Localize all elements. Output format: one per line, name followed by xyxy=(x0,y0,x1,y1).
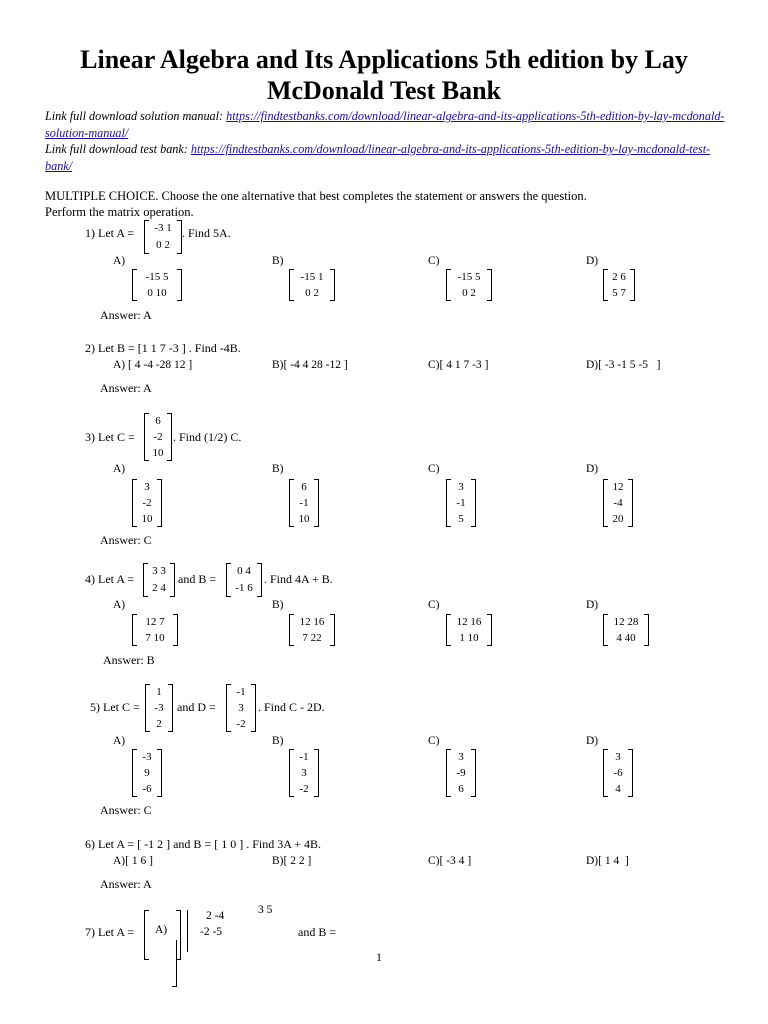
q5-matrix-c: 1 -3 2 xyxy=(145,684,173,732)
q4-option-b[interactable]: 12 16 7 22 xyxy=(289,614,335,646)
q4-option-a[interactable]: 12 7 7 10 xyxy=(132,614,178,646)
q5-option-d[interactable]: 3 -6 4 xyxy=(603,749,633,797)
q1-option-d[interactable]: 2 6 5 7 xyxy=(603,269,635,301)
q3-text: 3) Let C = xyxy=(85,430,135,444)
q3-label-b: B) xyxy=(272,463,284,475)
q3-label-c: C) xyxy=(428,463,440,475)
q3-answer: Answer: C xyxy=(100,533,152,547)
document-title: Linear Algebra and Its Applications 5th edition by Lay McDonald Test Bank xyxy=(80,45,688,105)
page-number: 1 xyxy=(376,950,382,964)
q4-label-c: C) xyxy=(428,599,440,611)
q3-prompt: . Find (1/2) C. xyxy=(173,430,242,444)
q6-option-d[interactable]: D)[ 1 4 ] xyxy=(586,855,629,867)
q3-matrix-c: 6 -2 10 xyxy=(144,413,172,461)
q2-answer: Answer: A xyxy=(100,381,152,395)
q5-label-b: B) xyxy=(272,735,284,747)
q5-label-c: C) xyxy=(428,735,440,747)
q6-text: 6) Let A = [ -1 2 ] and B = [ 1 0 ] . Find 3A + 4B. xyxy=(85,837,322,851)
download-links: Link full download solution manual: https://findtestbanks.com/download/linear-algebra-and-its-applications-5th-edition-by-lay-mcdonald-solution-manual/ Link full download test bank: https://findtestbanks.com/download/linear-algebra-and-its-applications-5th-edition-by-lay-mcdonald-test-bank/ xyxy=(45,109,725,173)
solution-manual-link[interactable]: https://findtestbanks.com/download/linear-algebra-and-its-applications-5th-edition-by-lay-mcdonald-solution-manual/ xyxy=(45,109,725,140)
q7-left-bracket xyxy=(144,910,149,960)
q2-option-b[interactable]: B)[ -4 4 28 -12 ] xyxy=(272,359,348,371)
q4-and: and B = xyxy=(178,572,217,586)
q4-answer: Answer: B xyxy=(103,653,155,667)
instructions: MULTIPLE CHOICE. Choose the one alternative that best completes the statement or answers the question. Perform the matrix operation. xyxy=(45,189,587,219)
q1-label-d: D) xyxy=(586,255,599,267)
q5-matrix-d: -1 3 -2 xyxy=(226,684,256,732)
q1-answer: Answer: A xyxy=(100,308,152,322)
q5-answer: Answer: C xyxy=(100,803,152,817)
q7-and: and B = xyxy=(298,925,337,939)
q1-label-b: B) xyxy=(272,255,284,267)
q4-label-d: D) xyxy=(586,599,599,611)
q7-row-2: -2 -5 xyxy=(200,926,223,938)
q3-option-d[interactable]: 12 -4 20 xyxy=(603,479,633,527)
q5-option-a[interactable]: -3 9 -6 xyxy=(132,749,162,797)
q1-option-a[interactable]: -15 5 0 10 xyxy=(132,269,182,301)
q5-option-b[interactable]: -1 3 -2 xyxy=(289,749,319,797)
q3-label-a: A) xyxy=(113,463,126,475)
q6-option-c[interactable]: C)[ -3 4 ] xyxy=(428,855,472,867)
q1-matrix-a: -3 1 0 2 xyxy=(144,220,182,254)
q5-label-a: A) xyxy=(113,735,126,747)
q7-inner-label: A) xyxy=(155,924,168,936)
q3-option-b[interactable]: 6 -1 10 xyxy=(289,479,319,527)
q7-lower-bracket xyxy=(172,940,177,987)
q1-option-c[interactable]: -15 5 0 2 xyxy=(446,269,492,301)
q5-prompt: . Find C - 2D. xyxy=(258,700,325,714)
q3-option-c[interactable]: 3 -1 5 xyxy=(446,479,476,527)
q7-row-1: 2 -4 xyxy=(206,910,225,922)
q7-inner-bracket xyxy=(187,910,188,952)
q4-label-b: B) xyxy=(272,599,284,611)
q1-option-b[interactable]: -15 1 0 2 xyxy=(289,269,335,301)
q5-label-d: D) xyxy=(586,735,599,747)
q5-text: 5) Let C = xyxy=(90,700,140,714)
q1-label-c: C) xyxy=(428,255,440,267)
q6-answer: Answer: A xyxy=(100,877,152,891)
q3-label-d: D) xyxy=(586,463,599,475)
q2-option-c[interactable]: C)[ 4 1 7 -3 ] xyxy=(428,359,489,371)
q4-option-c[interactable]: 12 16 1 10 xyxy=(446,614,492,646)
q5-and: and D = xyxy=(177,700,216,714)
q3-option-a[interactable]: 3 -2 10 xyxy=(132,479,162,527)
q4-prompt: . Find 4A + B. xyxy=(264,572,333,586)
q6-option-b[interactable]: B)[ 2 2 ] xyxy=(272,855,312,867)
q4-matrix-a: 3 3 2 4 xyxy=(143,563,175,597)
q1-label-a: A) xyxy=(113,255,126,267)
q7-top-values: 3 5 xyxy=(258,904,273,916)
q1-prompt: . Find 5A. xyxy=(182,226,231,240)
q4-option-d[interactable]: 12 28 4 40 xyxy=(603,614,649,646)
q1-text: 1) Let A = xyxy=(85,226,135,240)
q2-option-a[interactable]: A) [ 4 -4 -28 12 ] xyxy=(113,359,193,371)
q2-text: 2) Let B = [1 1 7 -3 ] . Find -4B. xyxy=(85,341,241,355)
q4-text: 4) Let A = xyxy=(85,572,135,586)
q6-option-a[interactable]: A)[ 1 6 ] xyxy=(113,855,153,867)
q2-option-d[interactable]: D)[ -3 -1 5 -5 ] xyxy=(586,359,661,371)
q7-text: 7) Let A = xyxy=(85,925,135,939)
test-bank-link[interactable]: https://findtestbanks.com/download/linear-algebra-and-its-applications-5th-edition-by-lay-mcdonald-test-bank/ xyxy=(45,142,711,173)
q4-label-a: A) xyxy=(113,599,126,611)
q4-matrix-b: 0 4 -1 6 xyxy=(226,563,262,597)
q5-option-c[interactable]: 3 -9 6 xyxy=(446,749,476,797)
